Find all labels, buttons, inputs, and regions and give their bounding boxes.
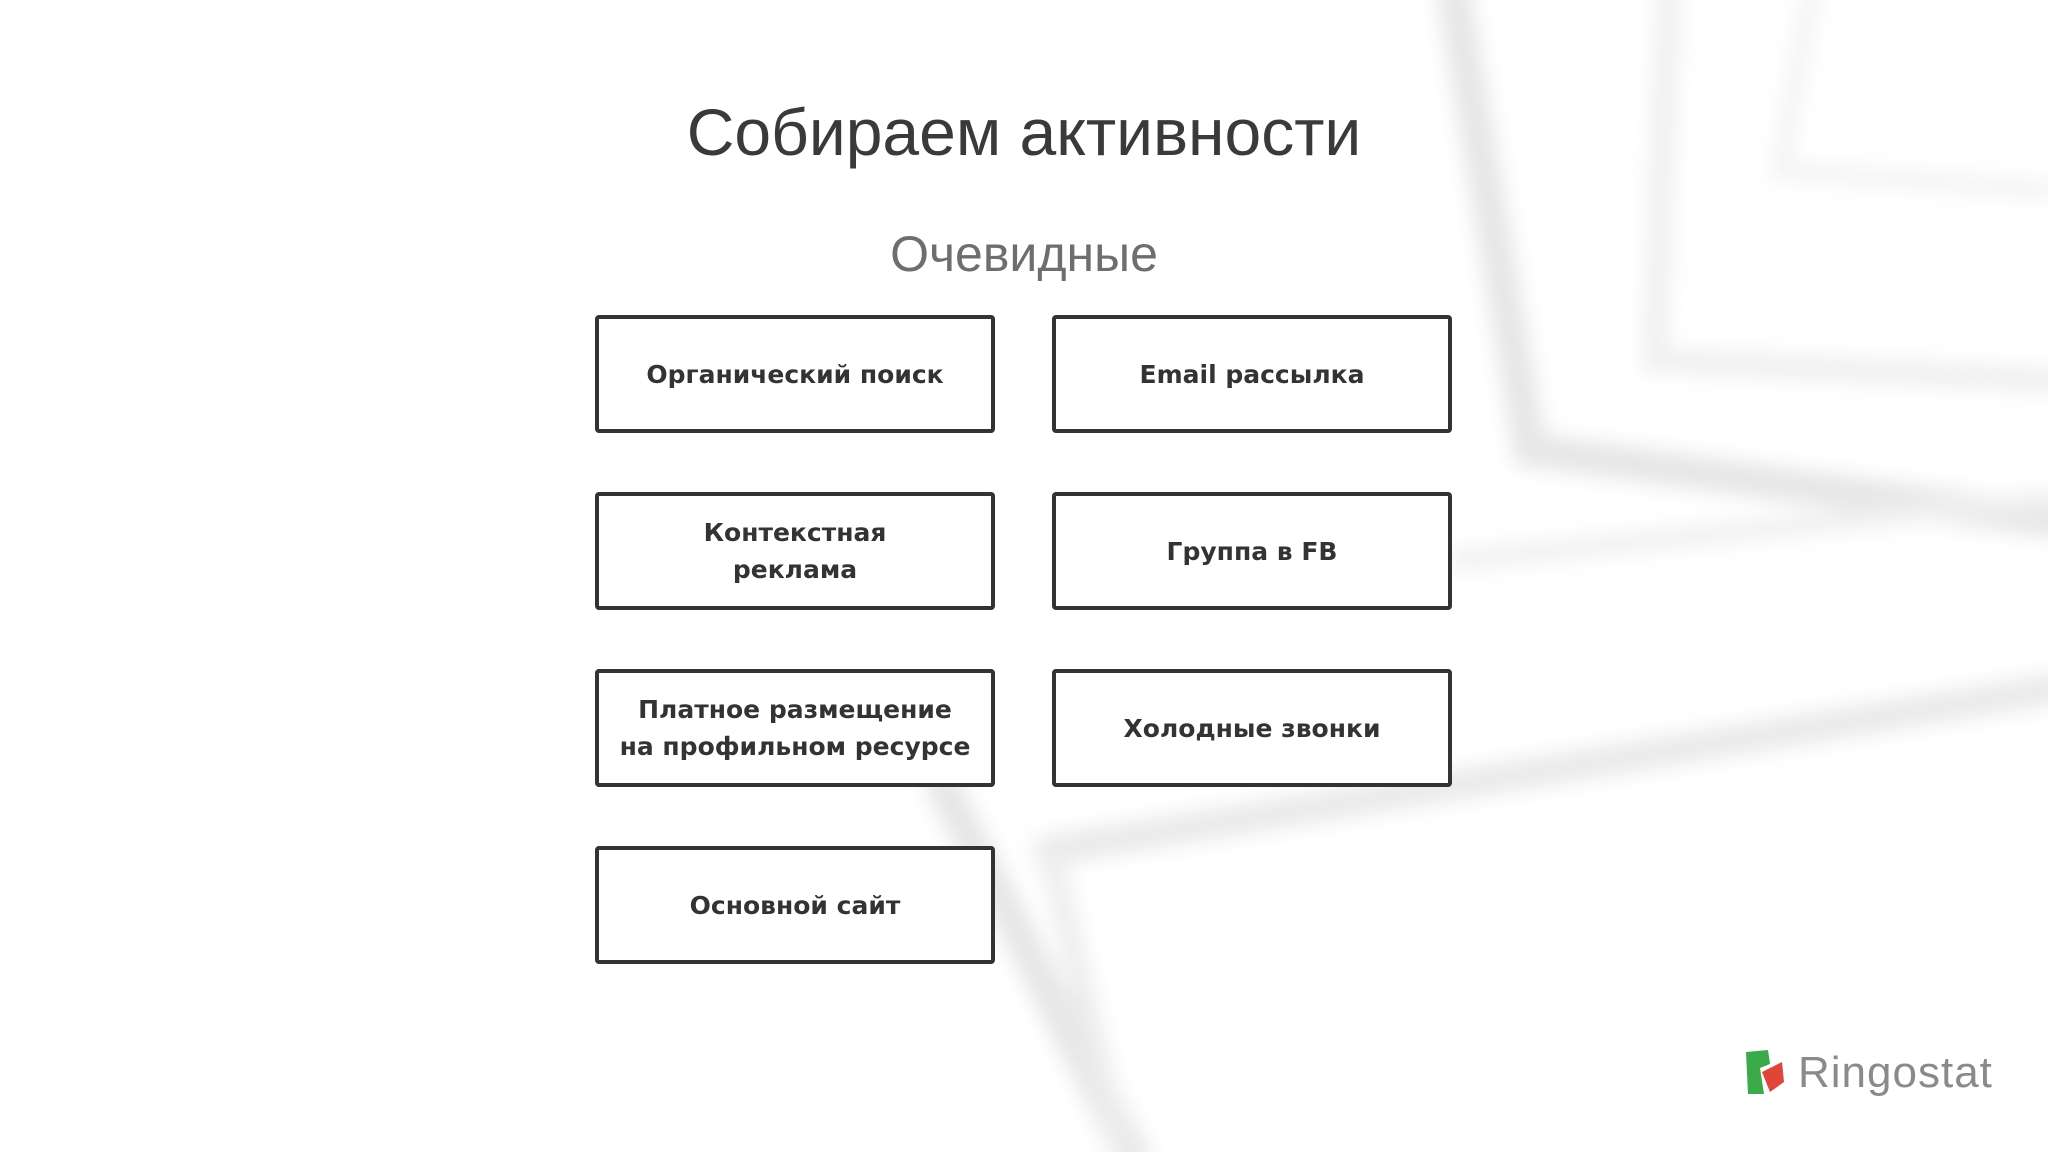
activity-card-email [1052,315,1452,433]
activity-card-paid-placement [595,669,995,787]
ringostat-logo [1742,1046,1993,1100]
activity-label: Контекстная реклама [703,518,887,584]
activity-card-main-site [595,846,995,964]
activity-label: Основной сайт [689,890,901,920]
activity-card-context-ads [595,492,995,610]
activity-label: Холодные звонки [1123,713,1381,743]
activity-label: Email рассылка [1139,359,1365,389]
activity-card-fb-group [1052,492,1452,610]
activity-label: Платное размещение на профильном ресурсе [619,695,971,761]
activity-card-cold-calls [1052,669,1452,787]
ringostat-logo-icon [1742,1048,1786,1098]
activity-label: Группа в FB [1166,536,1338,566]
ringostat-logo-text: Ringostat [1798,1048,1993,1097]
activity-label: Органический поиск [646,359,944,389]
slide-title: Собираем активности [686,95,1362,169]
activity-card-organic-search [595,315,995,433]
